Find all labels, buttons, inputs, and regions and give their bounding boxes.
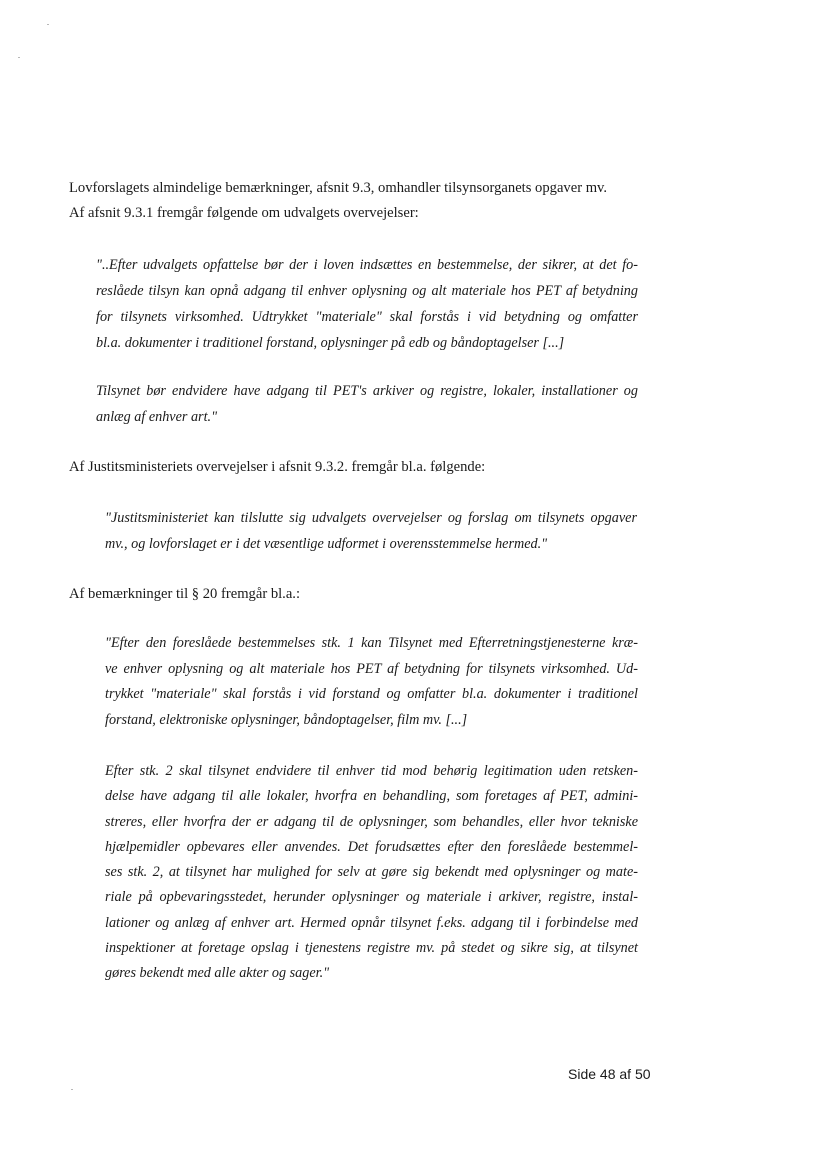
quote-line: mv., og lovforslaget er i det væsentlige udformet i overensstemmelse hermed." — [105, 536, 548, 552]
quote-justitsministeriet — [105, 505, 637, 557]
quote-line: forstand, elektroniske oplysninger, båndoptagelser, film mv. [...] — [105, 711, 468, 728]
quote-udvalget-continued — [96, 378, 638, 430]
quote-line: streres, eller hvorfra der er adgang til de oplysninger, som behandles, eller hvor tekniske — [105, 813, 638, 830]
quote-line: gøres bekendt med alle akter og sager." — [105, 965, 330, 982]
page-number: Side 48 af 50 — [568, 1066, 651, 1082]
scan-speck — [71, 1089, 73, 1090]
quote-line: Tilsynet bør endvidere have adgang til PET's arkiver og registre, lokaler, installationer og — [96, 383, 638, 399]
quote-line: riale på opbevaringsstedet, herunder oplysninger og materiale i arkiver, registre, instal- — [105, 889, 638, 906]
quote-line: "Justitsministeriet kan tilslutte sig udvalgets overvejelser og forslag om tilsynets opgaver — [105, 510, 637, 526]
quote-line: "..Efter udvalgets opfattelse bør der i loven indsættes en bestemmelse, der sikrer, at det fo- — [96, 257, 638, 273]
quote-line: lationer og anlæg af enhver art. Hermed opnår tilsynet f.eks. adgang til i forbindelse med — [105, 914, 638, 931]
scan-speck — [18, 57, 20, 58]
quote-paragraf-20-stk1 — [105, 631, 638, 733]
section-heading-paragraf-20: Af bemærkninger til § 20 fremgår bl.a.: — [69, 586, 301, 602]
quote-line: for tilsynets virksomhed. Udtrykket "materiale" skal forstås i vid betydning og omfatter — [96, 309, 638, 325]
quote-line: hjælpemidler opbevares eller anvendes. Det forudsættes efter den foreslåede bestemmel- — [105, 838, 638, 855]
scan-speck — [47, 24, 49, 25]
quote-paragraf-20-stk2 — [105, 759, 638, 987]
quote-line: anlæg af enhver art." — [96, 409, 218, 425]
intro-line: Af afsnit 9.3.1 fremgår følgende om udvalgets overvejelser: — [69, 205, 419, 221]
quote-line: ses stk. 2, at tilsynet har mulighed for selv at gøre sig bekendt med oplysninger og mate- — [105, 864, 638, 881]
quote-line: trykket "materiale" skal forstås i vid forstand og omfatter bl.a. dokumenter i traditionel — [105, 686, 638, 702]
quote-line: Efter stk. 2 skal tilsynet endvidere til enhver tid mod behørig legitimation uden retsken- — [105, 763, 638, 779]
quote-line: ve enhver oplysning og alt materiale hos PET af betydning for tilsynets virksomhed. Ud- — [105, 660, 638, 677]
quote-line: bl.a. dokumenter i traditionel forstand, oplysninger på edb og båndoptagelser [...] — [96, 335, 565, 351]
quote-line: reslåede tilsyn kan opnå adgang til enhver oplysning og alt materiale hos PET af betydning — [96, 283, 638, 299]
quote-line: delse have adgang til alle lokaler, hvorfra en behandling, som foretages af PET, admini- — [105, 788, 638, 805]
quote-udvalget — [96, 252, 638, 356]
quote-line: inspektioner at foretage opslag i tjenestens registre mv. på stedet og sikre sig, at tilsynet — [105, 940, 638, 957]
intro-line: Lovforslagets almindelige bemærkninger, afsnit 9.3, omhandler tilsynsorganets opgaver mv. — [69, 180, 608, 196]
section-heading-justitsministeriet: Af Justitsministeriets overvejelser i afsnit 9.3.2. fremgår bl.a. følgende: — [69, 459, 486, 475]
quote-line: "Efter den foreslåede bestemmelses stk. 1 kan Tilsynet med Efterretningstjenesterne kræ- — [105, 635, 638, 651]
